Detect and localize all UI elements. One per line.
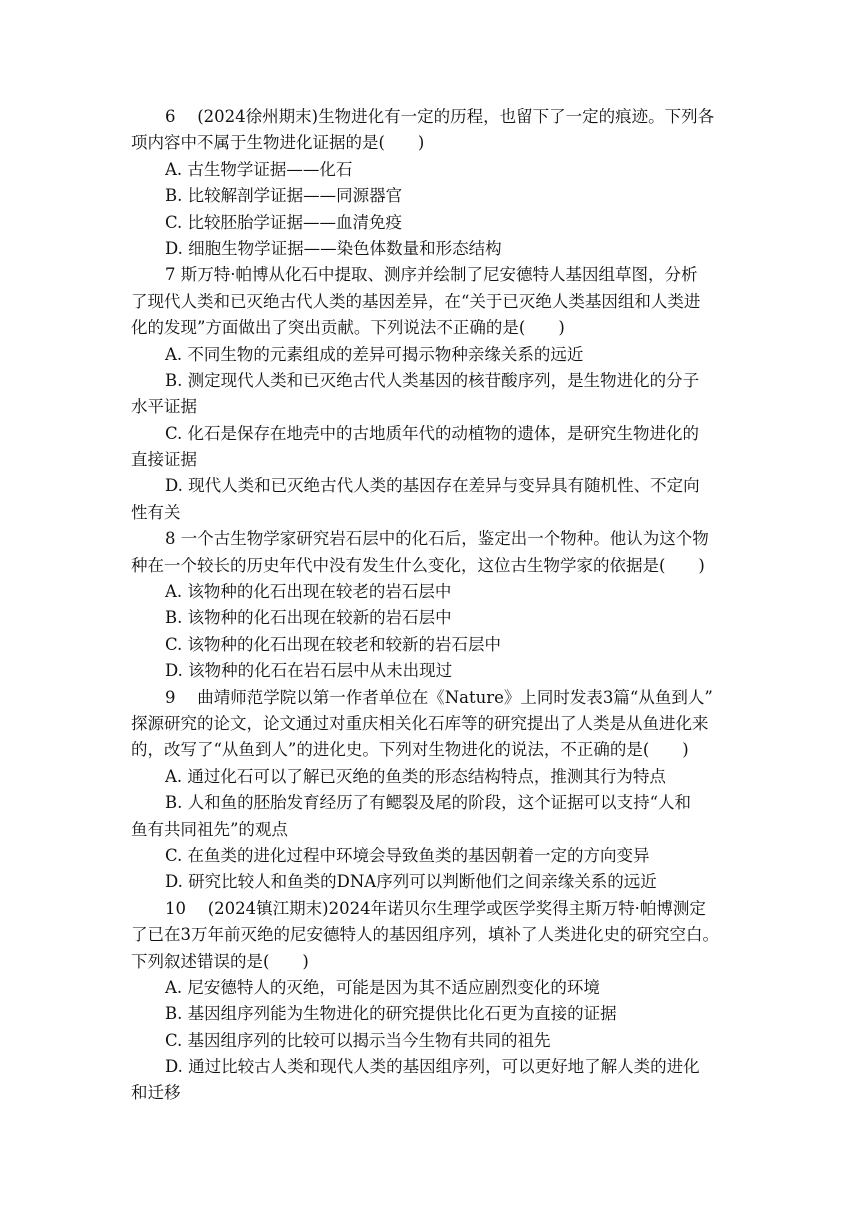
question-stem-line: 项内容中不属于生物进化证据的是( ) (131, 133, 425, 153)
question-10 (131, 896, 731, 1107)
option-d: D. 细胞生物学证据——染色体数量和形态结构 (165, 238, 502, 258)
option-a: A. 该物种的化石出现在较老的岩石层中 (165, 582, 452, 602)
option-b: B. 该物种的化石出现在较新的岩石层中 (165, 608, 452, 628)
question-7 (131, 262, 731, 526)
question-stem-line: 6 (2024徐州期末)生物进化有一定的历程，也留下了一定的痕迹。下列各 (165, 107, 715, 126)
option-b: B. 比较解剖学证据——同源器官 (165, 186, 403, 206)
option-d: D. 该物种的化石在岩石层中从未出现过 (165, 661, 453, 681)
question-6 (131, 104, 731, 262)
question-9 (131, 685, 731, 896)
option-c: C. 该物种的化石出现在较老和较新的岩石层中 (165, 634, 502, 654)
question-stem-line: 下列叙述错误的是( ) (131, 951, 309, 971)
option-c: C. 在鱼类的进化过程中环境会导致鱼类的基因朝着一定的方向变异 (165, 845, 650, 865)
option-c: C. 化石是保存在地壳中的古地质年代的动植物的遗体，是研究生物进化的 (165, 423, 700, 443)
question-stem-line: 9 曲靖师范学院以第一作者单位在《Nature》上同时发表3篇“从鱼到人” (165, 687, 713, 707)
option-d: D. 现代人类和已灭绝古代人类的基因存在差异与变异具有随机性、不定向 (165, 476, 700, 496)
question-stem-line: 的，改写了“从鱼到人”的进化史。下列对生物进化的说法，不正确的是( ) (131, 740, 689, 760)
question-stem-line: 探源研究的论文，论文通过对重庆相关化石库等的研究提出了人类是从鱼进化来 (131, 713, 709, 733)
question-list (131, 104, 731, 1107)
option-b: B. 测定现代人类和已灭绝古代人类基因的核苷酸序列，是生物进化的分子 (165, 370, 700, 390)
question-stem-line: 10 (2024镇江期末)2024年诺贝尔生理学或医学奖得主斯万特·帕博测定 (165, 898, 706, 918)
option-d-continued: 性有关 (131, 502, 181, 522)
option-a: A. 古生物学证据——化石 (165, 159, 353, 179)
question-stem-line: 8 一个古生物学家研究岩石层中的化石后，鉴定出一个物种。他认为这个物 (165, 529, 709, 549)
option-d: D. 通过比较古人类和现代人类的基因组序列，可以更好地了解人类的进化 (165, 1057, 700, 1077)
option-a: A. 不同生物的元素组成的差异可揭示物种亲缘关系的远近 (165, 344, 584, 364)
question-stem-line: 化的发现”方面做出了突出贡献。下列说法不正确的是( ) (131, 318, 565, 338)
question-8 (131, 526, 731, 684)
option-b: B. 人和鱼的胚胎发育经历了有鳃裂及尾的阶段，这个证据可以支持“人和 (165, 793, 692, 813)
question-stem-line: 了已在3万年前灭绝的尼安德特人的基因组序列，填补了人类进化史的研究空白。 (131, 925, 719, 945)
question-stem-line: 了现代人类和已灭绝古代人类的基因差异，在“关于已灭绝人类基因组和人类进 (131, 291, 701, 311)
option-d: D. 研究比较人和鱼类的DNA序列可以判断他们之间亲缘关系的远近 (165, 872, 657, 892)
option-d-continued: 和迁移 (131, 1083, 181, 1103)
option-c: C. 基因组序列的比较可以揭示当今生物有共同的祖先 (165, 1030, 551, 1050)
option-a: A. 通过化石可以了解已灭绝的鱼类的形态结构特点，推测其行为特点 (165, 766, 666, 786)
option-b-continued: 鱼有共同祖先”的观点 (131, 819, 288, 839)
option-b: B. 基因组序列能为生物进化的研究提供比化石更为直接的证据 (165, 1004, 617, 1024)
option-c: C. 比较胚胎学证据——血清免疫 (165, 212, 403, 232)
question-stem-line: 种在一个较长的历史年代中没有发生什么变化，这位古生物学家的依据是( ) (131, 555, 705, 575)
option-a: A. 尼安德特人的灭绝，可能是因为其不适应剧烈变化的环境 (165, 977, 600, 997)
option-b-continued: 水平证据 (131, 397, 197, 417)
question-stem-line: 7 斯万特·帕博从化石中提取、测序并绘制了尼安德特人基因组草图，分析 (165, 265, 698, 285)
option-c-continued: 直接证据 (131, 450, 197, 470)
